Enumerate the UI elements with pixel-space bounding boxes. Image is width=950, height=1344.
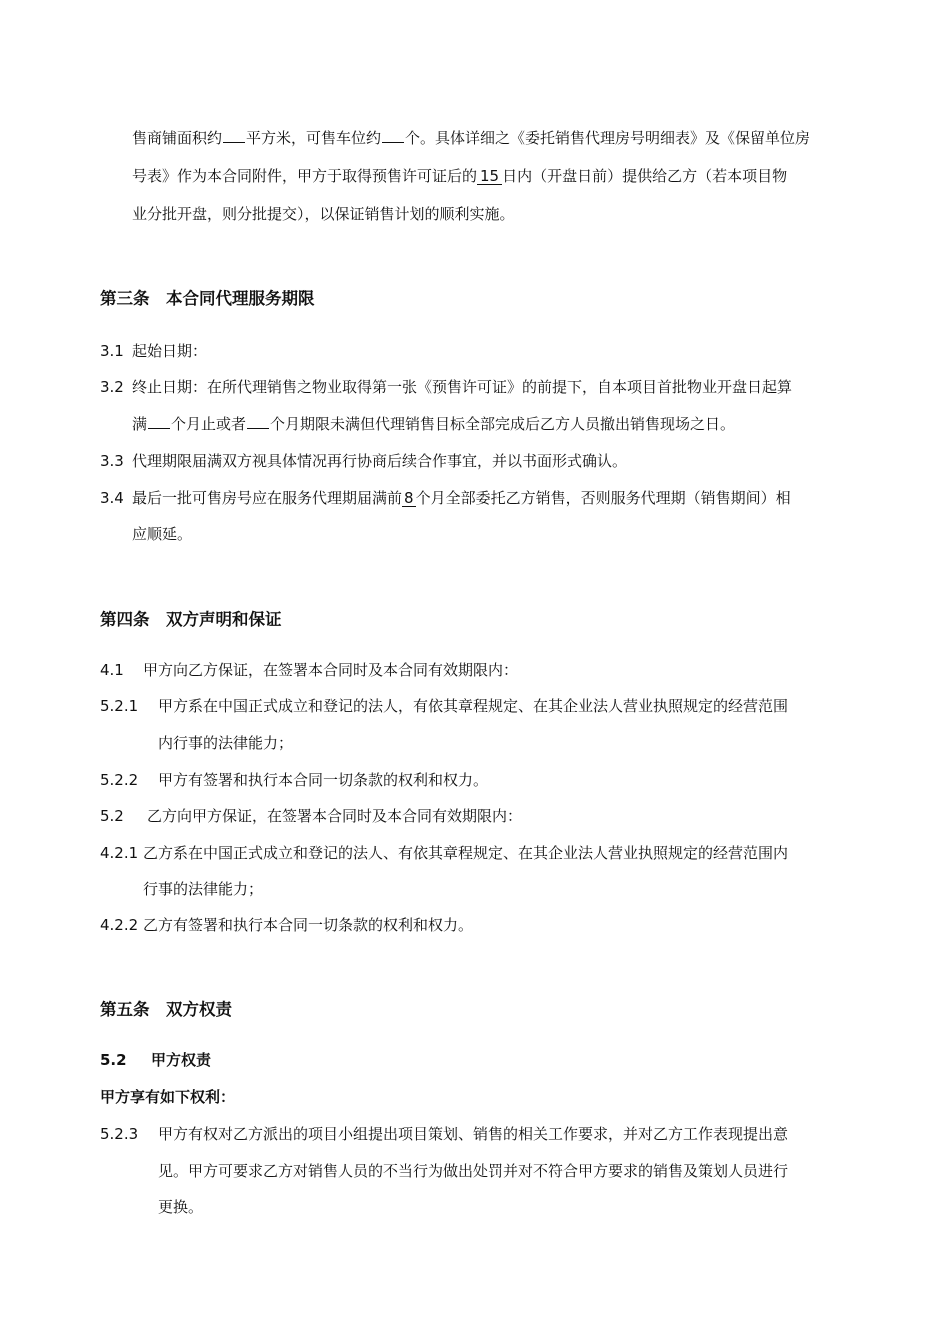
clause-text: 应顺延。 xyxy=(132,525,193,543)
text-fragment: 个月止或者 xyxy=(171,415,247,433)
text-fragment: 个月期限未满但代理销售目标全部完成后乙方人员撤出销售现场之日。 xyxy=(270,415,736,433)
paragraph-line xyxy=(132,128,810,148)
text-fragment: 售商铺面积约 xyxy=(132,129,223,147)
clause-text: 乙方系在中国正式成立和登记的法人、有依其章程规定、在其企业法人营业执照规定的经营范围内 xyxy=(143,844,789,862)
filled-value-months: 8 xyxy=(404,489,414,507)
article-title: 第四条 双方声明和保证 xyxy=(100,610,282,629)
clause-text: 甲方有权对乙方派出的项目小组提出项目策划、销售的相关工作要求，并对乙方工作表现提出意 xyxy=(158,1125,789,1143)
clause-number: 3.4 xyxy=(100,489,124,507)
article-title: 第三条 本合同代理服务期限 xyxy=(100,289,315,308)
text-fragment: 号表》作为本合同附件，甲方于取得预售许可证后的 xyxy=(132,167,478,185)
fill-blank xyxy=(148,415,170,429)
clause-number: 5.2 xyxy=(100,807,124,825)
clause-text: 乙方有签署和执行本合同一切条款的权利和权力。 xyxy=(143,916,474,934)
clause-text: 甲方有签署和执行本合同一切条款的权利和权力。 xyxy=(158,771,489,789)
clause-text xyxy=(132,488,791,508)
section-title: 甲方权责 xyxy=(151,1051,212,1069)
fill-blank xyxy=(223,129,245,143)
fill-blank xyxy=(247,415,269,429)
clause-text: 内行事的法律能力； xyxy=(158,734,294,752)
paragraph-line xyxy=(132,166,787,186)
clause-text: 甲方系在中国正式成立和登记的法人，有依其章程规定、在其企业法人营业执照规定的经营范围 xyxy=(158,697,789,715)
clause-number: 3.2 xyxy=(100,378,124,396)
clause-text: 终止日期：在所代理销售之物业取得第一张《预售许可证》的前提下，自本项目首批物业开盘日起算 xyxy=(132,378,793,396)
fill-blank xyxy=(382,129,404,143)
clause-text: 更换。 xyxy=(158,1198,204,1216)
text-fragment: 满 xyxy=(132,415,148,433)
section-number: 5.2 xyxy=(100,1051,127,1069)
text-fragment: 最后一批可售房号应在服务代理期届满前 xyxy=(132,489,403,507)
text-fragment: 日内（开盘日前）提供给乙方（若本项目物 xyxy=(502,167,788,185)
clause-text: 见。甲方可要求乙方对销售人员的不当行为做出处罚并对不符合甲方要求的销售及策划人员进行 xyxy=(158,1162,789,1180)
filled-value-days: 15 xyxy=(477,168,502,185)
clause-text: 乙方向甲方保证，在签署本合同时及本合同有效期限内： xyxy=(147,807,523,825)
clause-text: 代理期限届满双方视具体情况再行协商后续合作事宜，并以书面形式确认。 xyxy=(132,452,628,470)
text-fragment: 个。具体详细之《委托销售代理房号明细表》及《保留单位房 xyxy=(405,129,811,147)
clause-number: 3.1 xyxy=(100,342,124,360)
article-title: 第五条 双方权责 xyxy=(100,1000,232,1019)
clause-number: 3.3 xyxy=(100,452,124,470)
clause-number: 4.2.2 xyxy=(100,916,139,934)
clause-text: 起始日期： xyxy=(132,342,208,360)
clause-text: 甲方向乙方保证，在签署本合同时及本合同有效期限内： xyxy=(143,661,519,679)
clause-number: 4.1 xyxy=(100,661,124,679)
clause-number: 5.2.1 xyxy=(100,697,139,715)
clause-text xyxy=(132,414,735,434)
paragraph-line: 业分批开盘，则分批提交），以保证销售计划的顺利实施。 xyxy=(132,205,515,223)
text-fragment: 平方米，可售车位约 xyxy=(246,129,382,147)
clause-number: 4.2.1 xyxy=(100,844,139,862)
rights-heading: 甲方享有如下权利： xyxy=(100,1088,236,1106)
clause-text: 行事的法律能力； xyxy=(143,880,264,898)
clause-number: 5.2.3 xyxy=(100,1125,139,1143)
text-fragment: 个月全部委托乙方销售，否则服务代理期（销售期间）相 xyxy=(415,489,791,507)
clause-number: 5.2.2 xyxy=(100,771,139,789)
